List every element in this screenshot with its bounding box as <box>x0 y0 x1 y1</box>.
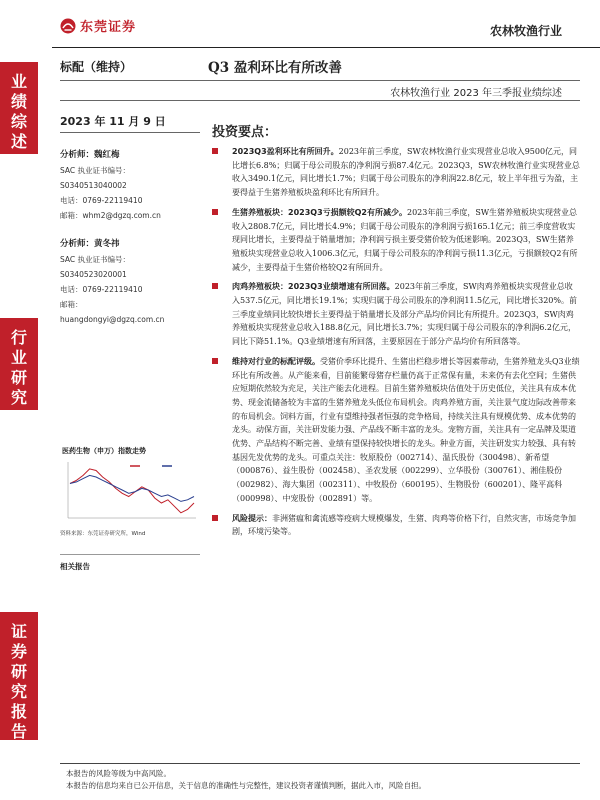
key-points-list <box>212 145 580 545</box>
analyst-phone: 电话：0769-22119410 <box>60 285 143 294</box>
report-date: 2023 年 11 月 9 日 <box>60 115 166 128</box>
bullet-marker <box>212 148 218 154</box>
key-point <box>212 206 580 275</box>
key-point-body: 2023年前三季度，SW农林牧渔行业实现营业总收入9500亿元，同比增长6.8%；归属于母公司股东的净利润亏损87.4亿元。2023Q3，SW农林牧渔行业实现营业总收入3490.1亿元，同比增长1.7%；归属于母公司股东的净利润22.8亿元，较上半年扭亏为盈，主要得益于生猪养殖板块盈利环比有所回升。 <box>232 147 580 198</box>
industry-label: 农林牧渔行业 <box>489 24 562 38</box>
analyst-license-label: SAC 执业证书编号： <box>60 166 131 175</box>
subtitle-divider <box>60 100 580 101</box>
analyst-license-label: SAC 执业证书编号： <box>60 255 131 264</box>
logo-text: 东莞证券 <box>80 20 137 35</box>
side-label-securities-report: 证 券 研 究 报 告 <box>0 612 38 740</box>
related-reports-title: 相关报告 <box>60 562 90 571</box>
key-point-heading: 生猪养殖板块：2023Q3亏损额较Q2有所减少。 <box>232 207 407 217</box>
key-point-body: 2023年前三季度，SW肉鸡养殖板块实现营业总收入537.5亿元，同比增长19.1%；实现归属于母公司股东的净利润11.5亿元，同比增长320%。前三季度业绩同比较快增长主要得益于销量增长及部分产品均价同比有所提升。2023Q3，SW肉鸡养殖板块实现营业总收入188.8亿元，同比增长3.7%；实现归属于母公司股东的净利润6.2亿元，同比下降51.1%。Q3业绩增速有所回落，主要原因在于部分产品均价有所回落等。 <box>232 282 577 347</box>
analyst-license-no: S0340513040002 <box>60 181 127 190</box>
analyst-1 <box>60 148 161 223</box>
key-point <box>212 145 580 200</box>
key-point-body: 2023年前三季度，SW生猪养殖板块实现营业总收入2808.7亿元，同比增长4.9%；归属于母公司股东的净利润亏损165.1亿元；前三季度营收实现同比增长，主要得益于销量增加；净利润亏损主要受猪价较为低迷影响。2023Q3，SW生猪养殖板块实现营业总收入1006.3亿元，归属于母公司股东的净利润亏损11.3亿元，亏损额较Q2有所减少，主要得益于生猪价格较Q2有所回升。 <box>232 207 578 272</box>
analyst-name: 分析师：魏红梅 <box>60 150 120 160</box>
side-label-industry-research: 行 业 研 究 <box>0 318 38 410</box>
analyst-name: 分析师：黄冬祎 <box>60 239 120 249</box>
rating: 标配（维持） <box>60 60 133 74</box>
title-divider <box>60 80 580 81</box>
analyst-2 <box>60 237 164 327</box>
footer-disclaimer: 本报告的信息均来自已公开信息，关于信息的准确性与完整性，建议投资者谨慎判断，据此入市，风险自担。 <box>66 781 426 790</box>
brand-logo <box>60 16 136 35</box>
key-point-body: 受猪价季环比提升、生猪出栏稳步增长等因素带动，生猪养殖龙头Q3业绩环比有所改善。从产能来看，目前能繁母猪存栏量仍高于正常保有量，未来仍有去化空间；生猪供应短期依然较为充足，关注产能去化进程。目前生猪养殖板块估值处于历史低位，关注具有成本优势、现金流储备较为丰富的生猪养殖龙头低位布局机会。肉鸡养殖方面，关注景气度边际改善带来的布局机会。饲料方面，行业有望维持强者恒强的竞争格局，持续关注具有规模优势、成本优势的龙头。动保方面，关注研发能力强、产品线不断丰富的龙头。宠物方面，关注具有一定品牌及渠道优势、产品结构不断完善、业绩有望保持较快增长的龙头。种业方面，关注研发实力较强、具有转基因先发优势的龙头。可重点关注：牧原股份（002714）、温氏股份（300498）、新希望（000876）、益生股份（002458）、圣农发展（002299）、立华股份（300761）、湘佳股份（002982）、海大集团（002311）、中牧股份（600195）、生物股份（600201）、隆平高科（000998）、中宠股份（002891）等。 <box>232 356 580 503</box>
chart-source: 资料来源：东莞证券研究所，Wind <box>60 531 146 537</box>
report-subtitle: 农林牧渔行业 2023 年三季报业绩综述 <box>390 88 562 99</box>
report-title: Q3 盈利环比有所改善 <box>208 60 342 76</box>
key-point <box>212 355 580 506</box>
analyst-email[interactable]: 邮箱：whm2@dgzq.com.cn <box>60 211 161 220</box>
key-point-heading: 肉鸡养殖板块：2023Q3业绩增速有所回落。 <box>232 282 395 292</box>
index-chart-plot <box>60 458 200 530</box>
index-chart <box>60 446 200 530</box>
page-footer <box>66 768 426 792</box>
chart-series-line-1 <box>70 475 194 501</box>
side-label-performance: 业 绩 综 述 <box>0 62 38 154</box>
key-point-body: 非洲猪瘟和禽流感等疫病大规模爆发，生猪、肉鸡等价格下行，自然灾害，市场竞争加剧，环境污染等。 <box>232 513 576 537</box>
bullet-marker <box>212 283 218 289</box>
key-point <box>212 512 580 539</box>
footer-risk-level: 本报告的风险等级为中高风险。 <box>66 769 171 778</box>
key-point-heading: 维持对行业的标配评级。 <box>232 356 320 366</box>
bullet-marker <box>212 209 218 215</box>
analyst-email[interactable]: huangdongyi@dgzq.com.cn <box>60 315 165 324</box>
chart-title: 医药生物（申万）指数走势 <box>62 447 146 455</box>
analyst-phone: 电话：0769-22119410 <box>60 196 143 205</box>
key-points-title: 投资要点： <box>212 125 278 140</box>
analyst-license-no: S0340523020001 <box>60 270 127 279</box>
analyst-email-label: 邮箱： <box>60 300 83 309</box>
bullet-marker <box>212 515 218 521</box>
logo-icon <box>60 18 76 34</box>
bullet-marker <box>212 358 218 364</box>
key-point-heading: 风险提示： <box>232 513 272 523</box>
page-header <box>52 0 600 48</box>
date-divider <box>60 132 200 133</box>
key-point-heading: 2023Q3盈利环比有所回升。 <box>232 147 339 156</box>
footer-divider <box>60 763 580 764</box>
rating-title-row <box>60 56 560 78</box>
chart-divider <box>60 554 200 555</box>
key-point <box>212 280 580 349</box>
